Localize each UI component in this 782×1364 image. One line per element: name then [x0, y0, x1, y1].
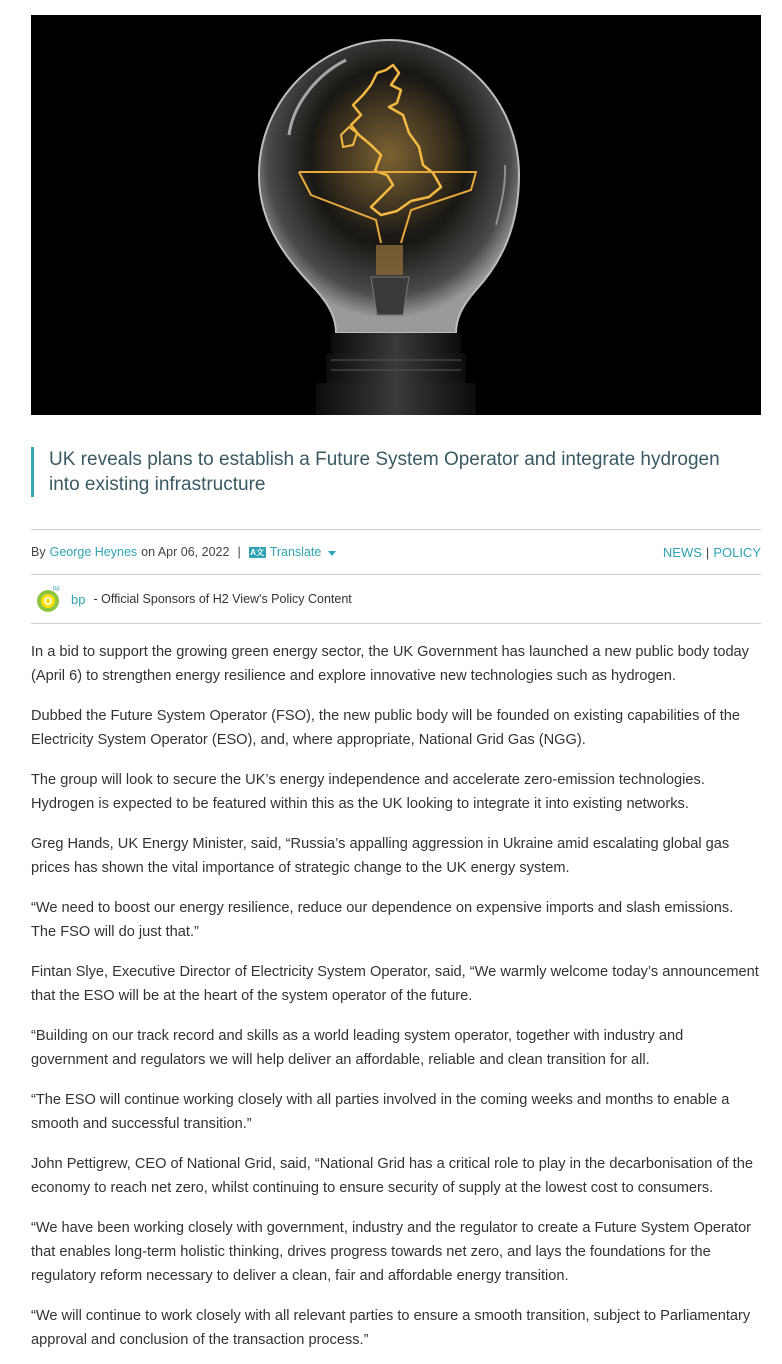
article-paragraph: In a bid to support the growing green energy sector, the UK Government has launched a new public body today (April 6) to strengthen energy resilience and explore innovative new technologies such as hydrogen.: [31, 644, 749, 684]
byline: [31, 545, 336, 559]
category-link-policy[interactable]: POLICY: [713, 544, 761, 560]
chevron-down-icon: [328, 551, 336, 556]
category-links: [663, 545, 761, 560]
article-title-block: [31, 447, 761, 497]
svg-text:bp: bp: [53, 586, 60, 592]
hero-image: [31, 15, 761, 415]
article-meta-bar: [31, 529, 761, 575]
category-separator: |: [705, 544, 710, 560]
article-paragraph: The group will look to secure the UK’s energy independence and accelerate zero-emission technologies. Hydrogen is expected to be featured within this as the UK looking to integrate it into existing networks.: [31, 772, 705, 812]
article-title: UK reveals plans to establish a Future System Operator and integrate hydrogen into existing infrastructure: [49, 449, 720, 495]
translate-icon: A文: [250, 547, 265, 557]
article-paragraph: “We have been working closely with government, industry and the regulator to create a Future System Operator that enables long-term holistic thinking, drives progress towards net zero, and lays the foundations for the regulatory reform necessary to deliver a clean, fair and affordable energy transition.: [31, 1220, 752, 1284]
article-paragraph: “We will continue to work closely with all relevant parties to ensure a smooth transition, subject to Parliamentary approval and conclusion of the transaction process.”: [31, 1308, 751, 1348]
article-paragraph: Fintan Slye, Executive Director of Electricity System Operator, said, “We warmly welcome today’s announcement that the ESO will be at the heart of the system operator of the future.: [31, 964, 759, 1004]
publish-date: on Apr 06, 2022: [141, 545, 230, 559]
article-paragraph: Dubbed the Future System Operator (FSO), the new public body will be founded on existing capabilities of the Electricity System Operator (ESO), and, where appropriate, National Grid Gas (NGG).: [31, 708, 740, 748]
article-paragraph: “Building on our track record and skills as a world leading system operator, together with industry and government and regulators we will help deliver an affordable, reliable and clean transition for all.: [31, 1028, 684, 1068]
sponsor-bar: [31, 575, 761, 624]
article-paragraph: “The ESO will continue working closely with all parties involved in the coming weeks and months to enable a smooth and successful transition.”: [31, 1092, 730, 1132]
category-link-news[interactable]: NEWS: [662, 544, 702, 560]
author-link[interactable]: George Heynes: [49, 545, 138, 559]
byline-by: By: [31, 545, 46, 559]
translate-label: Translate: [269, 545, 322, 559]
sponsor-name-link[interactable]: bp: [71, 591, 86, 607]
article-paragraph: “We need to boost our energy resilience, reduce our dependence on expensive imports and slash emissions. The FSO will do just that.”: [31, 900, 734, 940]
byline-separator: |: [237, 545, 241, 559]
article-body: [31, 640, 761, 1364]
article-paragraph: Greg Hands, UK Energy Minister, said, “Russia’s appalling aggression in Ukraine amid escalating global gas prices has shown the vital importance of strategic change to the UK energy system.: [31, 836, 730, 876]
bp-logo-icon[interactable]: [33, 584, 63, 614]
translate-button[interactable]: [249, 545, 337, 559]
article-paragraph: John Pettigrew, CEO of National Grid, said, “National Grid has a critical role to play in the decarbonisation of the economy to reach net zero, whilst continuing to ensure security of supply at the lowest cost to consumers.: [31, 1156, 753, 1196]
sponsor-text: - Official Sponsors of H2 View's Policy Content: [93, 592, 352, 606]
lightbulb-uk-illustration: [31, 15, 761, 415]
